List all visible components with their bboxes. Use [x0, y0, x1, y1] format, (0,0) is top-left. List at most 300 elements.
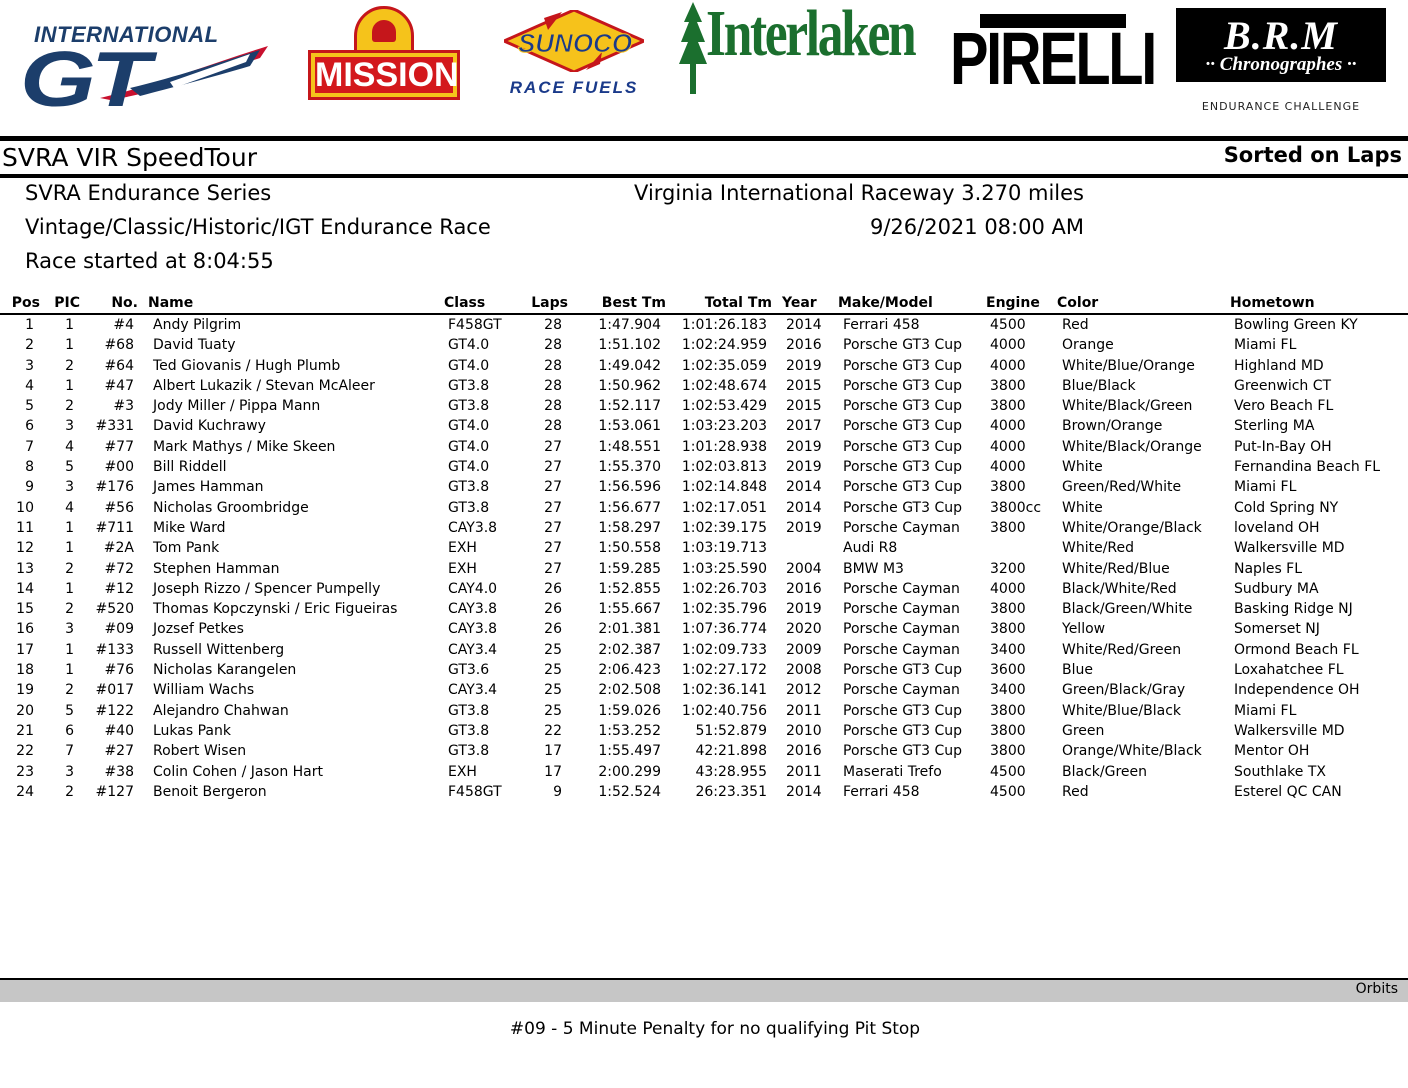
cell-year: 2019 — [786, 438, 822, 455]
cell-total: 1:03:19.713 — [681, 540, 767, 557]
cell-pos: 11 — [16, 519, 34, 536]
col-class: Class — [444, 295, 486, 311]
cell-pos: 12 — [16, 540, 34, 557]
table-row — [0, 477, 1408, 497]
cell-laps: 25 — [544, 662, 562, 679]
cell-no: #76 — [104, 662, 134, 679]
cell-best: 1:52.117 — [598, 398, 661, 415]
cell-cls: GT3.8 — [448, 398, 490, 415]
cell-laps: 28 — [544, 337, 562, 354]
cell-year: 2014 — [786, 499, 822, 516]
cell-total: 43:28.955 — [695, 763, 767, 780]
cell-no: #09 — [104, 621, 134, 638]
cell-year: 2016 — [786, 580, 822, 597]
table-row — [0, 721, 1408, 741]
cell-year: 2020 — [786, 621, 822, 638]
cell-best: 1:52.855 — [598, 580, 661, 597]
cell-home: Loxahatchee FL — [1234, 662, 1344, 679]
cell-color: Brown/Orange — [1062, 418, 1163, 435]
cell-cls: CAY3.8 — [448, 519, 498, 536]
cell-no: #2A — [103, 540, 134, 557]
cell-pos: 19 — [16, 682, 34, 699]
orbits-brand: Orbits — [1355, 981, 1398, 997]
cell-cls: GT3.8 — [448, 377, 490, 394]
cell-year: 2014 — [786, 783, 822, 800]
cell-year: 2009 — [786, 641, 822, 658]
cell-pic: 3 — [65, 479, 74, 496]
cell-home: Esterel QC CAN — [1234, 783, 1342, 800]
sunoco-text: SUNOCO — [517, 28, 633, 58]
cell-best: 1:55.497 — [598, 743, 661, 760]
table-row — [0, 335, 1408, 355]
cell-make: Porsche GT3 Cup — [843, 499, 962, 516]
cell-home: Cold Spring NY — [1234, 499, 1339, 516]
cell-no: #176 — [95, 479, 134, 496]
cell-pic: 2 — [65, 398, 74, 415]
cell-no: #122 — [95, 702, 134, 719]
cell-pic: 1 — [65, 377, 74, 394]
cell-home: Miami FL — [1234, 479, 1297, 496]
igt-main-text: GT — [20, 35, 146, 123]
cell-pos: 20 — [16, 702, 34, 719]
cell-pos: 3 — [25, 357, 34, 374]
cell-pos: 22 — [16, 743, 34, 760]
brm-small-text: ·· Chronographes ·· — [1205, 54, 1357, 75]
cell-color: Blue/Black — [1062, 377, 1136, 394]
cell-color: White/Red/Green — [1062, 641, 1182, 658]
cell-year: 2014 — [786, 479, 822, 496]
cell-make: Porsche GT3 Cup — [843, 337, 962, 354]
cell-year: 2011 — [786, 763, 822, 780]
cell-best: 1:52.524 — [598, 783, 661, 800]
race-fuels-text: RACE FUELS — [509, 78, 639, 97]
cell-best: 1:55.370 — [598, 459, 661, 476]
cell-name: Jody Miller / Pippa Mann — [153, 398, 321, 415]
cell-make: Porsche Cayman — [843, 580, 960, 597]
cell-pic: 2 — [65, 357, 74, 374]
cell-eng: 4000 — [990, 337, 1026, 354]
cell-cls: GT4.0 — [448, 337, 490, 354]
cell-name: Albert Lukazik / Stevan McAleer — [153, 377, 375, 394]
cell-pic: 3 — [65, 763, 74, 780]
table-row — [0, 416, 1408, 436]
cell-make: Porsche GT3 Cup — [843, 438, 962, 455]
track-name: Virginia International Raceway 3.270 miles — [634, 181, 1084, 205]
cell-year: 2012 — [786, 682, 822, 699]
cell-cls: GT3.8 — [448, 722, 490, 739]
table-row — [0, 599, 1408, 619]
cell-home: Vero Beach FL — [1234, 398, 1334, 415]
cell-cls: GT4.0 — [448, 357, 490, 374]
cell-total: 51:52.879 — [695, 722, 767, 739]
cell-total: 1:01:28.938 — [681, 438, 767, 455]
cell-best: 1:56.596 — [598, 479, 661, 496]
cell-pic: 2 — [65, 601, 74, 618]
cell-name: Tom Pank — [153, 540, 220, 557]
cell-color: White/Orange/Black — [1062, 519, 1202, 536]
cell-make: Porsche GT3 Cup — [843, 702, 962, 719]
bell-icon — [372, 20, 396, 42]
cell-cls: CAY3.8 — [448, 621, 498, 638]
table-row — [0, 538, 1408, 558]
mission-logo — [308, 6, 460, 98]
cell-laps: 26 — [544, 621, 562, 638]
cell-pic: 1 — [65, 337, 74, 354]
cell-best: 1:50.558 — [598, 540, 661, 557]
cell-make: Porsche GT3 Cup — [843, 459, 962, 476]
cell-cls: F458GT — [448, 317, 502, 333]
table-row — [0, 437, 1408, 457]
cell-pic: 7 — [65, 743, 74, 760]
cell-pic: 5 — [65, 702, 74, 719]
cell-year: 2016 — [786, 337, 822, 354]
table-row — [0, 518, 1408, 538]
cell-year: 2019 — [786, 459, 822, 476]
cell-year: 2017 — [786, 418, 822, 435]
series-name: SVRA Endurance Series — [25, 181, 272, 205]
cell-make: Porsche GT3 Cup — [843, 398, 962, 415]
race-datetime: 9/26/2021 08:00 AM — [869, 215, 1084, 239]
cell-pic: 2 — [65, 560, 74, 577]
cell-make: BMW M3 — [843, 560, 904, 577]
cell-laps: 26 — [544, 580, 562, 597]
cell-name: Alejandro Chahwan — [153, 702, 289, 719]
cell-best: 1:49.042 — [598, 357, 661, 374]
cell-home: loveland OH — [1234, 519, 1320, 536]
footer-bar — [0, 978, 1408, 1002]
brm-big-text: B.R.M — [1224, 13, 1338, 58]
interlaken-logo — [678, 0, 915, 100]
cell-make: Porsche GT3 Cup — [843, 357, 962, 374]
cell-total: 1:03:23.203 — [681, 418, 767, 435]
cell-best: 1:51.102 — [598, 337, 661, 354]
cell-best: 1:48.551 — [598, 438, 661, 455]
cell-eng: 3800 — [990, 398, 1026, 415]
cell-color: White/Blue/Black — [1062, 702, 1181, 719]
pirelli-text: PIRELLI — [950, 17, 1155, 100]
cell-no: #520 — [95, 601, 134, 618]
brm-logo — [1176, 8, 1386, 118]
cell-total: 1:03:25.590 — [681, 560, 767, 577]
cell-pos: 2 — [25, 337, 34, 354]
cell-no: #72 — [104, 560, 134, 577]
cell-total: 1:02:26.703 — [681, 580, 767, 597]
cell-cls: GT4.0 — [448, 459, 490, 476]
sponsor-logos — [0, 0, 1408, 130]
cell-cls: EXH — [448, 763, 477, 780]
cell-pos: 4 — [25, 377, 34, 394]
cell-color: Black/Green — [1062, 763, 1147, 780]
cell-home: Ormond Beach FL — [1234, 641, 1359, 658]
table-row — [0, 680, 1408, 700]
cell-name: Bill Riddell — [153, 459, 227, 476]
cell-eng: 3800 — [990, 479, 1026, 496]
cell-eng: 3800 — [990, 519, 1026, 536]
cell-make: Audi R8 — [843, 540, 898, 557]
cell-total: 1:02:39.175 — [681, 519, 767, 536]
cell-color: Black/Green/White — [1062, 601, 1193, 618]
endurance-challenge-text: ENDURANCE CHALLENGE — [1201, 100, 1361, 113]
cell-best: 1:47.904 — [598, 317, 661, 333]
cell-total: 1:02:40.756 — [681, 702, 767, 719]
cell-total: 1:02:27.172 — [681, 662, 767, 679]
cell-year: 2019 — [786, 357, 822, 374]
cell-total: 1:02:09.733 — [681, 641, 767, 658]
cell-home: Southlake TX — [1234, 763, 1326, 780]
cell-home: Greenwich CT — [1234, 377, 1332, 394]
cell-eng: 4500 — [990, 783, 1026, 800]
cell-pic: 3 — [65, 621, 74, 638]
cell-no: #3 — [113, 398, 134, 415]
cell-best: 1:56.677 — [598, 499, 661, 516]
cell-make: Porsche GT3 Cup — [843, 662, 962, 679]
race-start-time: Race started at 8:04:55 — [25, 249, 274, 273]
cell-name: Mike Ward — [153, 519, 226, 536]
cell-home: Mentor OH — [1234, 743, 1310, 760]
cell-home: Highland MD — [1234, 357, 1324, 374]
cell-laps: 28 — [544, 357, 562, 374]
cell-total: 1:01:26.183 — [681, 317, 767, 333]
top-rule — [0, 136, 1408, 141]
cell-home: Sterling MA — [1234, 418, 1315, 435]
cell-pos: 16 — [16, 621, 34, 638]
cell-name: Stephen Hamman — [153, 560, 280, 577]
cell-color: White — [1062, 499, 1103, 516]
cell-cls: F458GT — [448, 783, 502, 800]
igt-top-text: INTERNATIONAL — [34, 22, 219, 47]
cell-name: Joseph Rizzo / Spencer Pumpelly — [153, 580, 381, 597]
cell-pos: 8 — [25, 459, 34, 476]
cell-color: White — [1062, 459, 1103, 476]
table-row — [0, 559, 1408, 579]
cell-laps: 28 — [544, 317, 562, 333]
cell-no: #68 — [104, 337, 134, 354]
cell-name: Nicholas Karangelen — [153, 662, 297, 679]
cell-laps: 27 — [544, 438, 562, 455]
cell-eng: 3400 — [990, 682, 1026, 699]
cell-best: 2:06.423 — [598, 662, 661, 679]
mission-text: MISSION — [315, 56, 459, 94]
cell-best: 2:01.381 — [598, 621, 661, 638]
cell-name: Ted Giovanis / Hugh Plumb — [153, 357, 341, 374]
col-year: Year — [782, 295, 817, 311]
cell-cls: CAY3.8 — [448, 601, 498, 618]
cell-make: Maserati Trefo — [843, 763, 942, 780]
cell-color: White/Black/Green — [1062, 398, 1193, 415]
header-rule — [0, 174, 1408, 178]
cell-pic: 1 — [65, 641, 74, 658]
table-row — [0, 762, 1408, 782]
cell-pic: 2 — [65, 682, 74, 699]
cell-cls: EXH — [448, 540, 477, 557]
cell-eng: 4000 — [990, 459, 1026, 476]
penalty-note: #09 - 5 Minute Penalty for no qualifying Pit Stop — [509, 1019, 921, 1039]
cell-no: #27 — [104, 743, 134, 760]
cell-name: James Hamman — [153, 479, 264, 496]
cell-year: 2004 — [786, 560, 822, 577]
cell-make: Ferrari 458 — [843, 783, 920, 800]
cell-laps: 27 — [544, 499, 562, 516]
cell-name: Benoit Bergeron — [153, 783, 267, 800]
table-row — [0, 579, 1408, 599]
col-pic: PIC — [54, 295, 80, 311]
cell-year: 2019 — [786, 519, 822, 536]
cell-cls: GT4.0 — [448, 418, 490, 435]
cell-pic: 1 — [65, 317, 74, 333]
cell-pic: 5 — [65, 459, 74, 476]
cell-eng: 3800 — [990, 702, 1026, 719]
cell-home: Miami FL — [1234, 702, 1297, 719]
cell-name: Mark Mathys / Mike Skeen — [153, 438, 336, 455]
cell-laps: 27 — [544, 519, 562, 536]
cell-no: #77 — [104, 438, 134, 455]
cell-no: #64 — [104, 357, 134, 374]
col-engine: Engine — [986, 295, 1040, 311]
col-make-model: Make/Model — [838, 295, 933, 311]
cell-best: 2:00.299 — [598, 763, 661, 780]
cell-home: Somerset NJ — [1234, 621, 1320, 638]
cell-pos: 15 — [16, 601, 34, 618]
table-row — [0, 640, 1408, 660]
cell-pos: 21 — [16, 722, 34, 739]
cell-eng: 3800 — [990, 377, 1026, 394]
cell-name: David Tuaty — [153, 337, 236, 354]
table-row — [0, 498, 1408, 518]
cell-best: 1:59.026 — [598, 702, 661, 719]
cell-total: 1:02:48.674 — [681, 377, 767, 394]
cell-no: #711 — [95, 519, 134, 536]
cell-cls: GT4.0 — [448, 438, 490, 455]
col-no: No. — [111, 295, 138, 311]
cell-best: 1:53.252 — [598, 722, 661, 739]
cell-laps: 27 — [544, 479, 562, 496]
cell-no: #331 — [95, 418, 134, 435]
cell-make: Ferrari 458 — [843, 317, 920, 333]
cell-pos: 13 — [16, 560, 34, 577]
cell-name: Jozsef Petkes — [153, 621, 244, 638]
cell-no: #4 — [113, 317, 134, 333]
cell-color: Green/Black/Gray — [1062, 682, 1186, 699]
cell-make: Porsche GT3 Cup — [843, 377, 962, 394]
race-name: Vintage/Classic/Historic/IGT Endurance Race — [25, 215, 491, 239]
cell-no: #38 — [104, 763, 134, 780]
cell-pos: 1 — [25, 317, 34, 333]
cell-total: 1:02:17.051 — [681, 499, 767, 516]
cell-total: 26:23.351 — [695, 783, 767, 800]
cell-name: Nicholas Groombridge — [153, 499, 309, 516]
cell-year: 2015 — [786, 398, 822, 415]
cell-make: Porsche Cayman — [843, 682, 960, 699]
cell-laps: 28 — [544, 377, 562, 394]
cell-pos: 5 — [25, 398, 34, 415]
cell-laps: 17 — [544, 763, 562, 780]
cell-eng: 4500 — [990, 763, 1026, 780]
col-hometown: Hometown — [1230, 295, 1315, 311]
cell-pic: 6 — [65, 722, 74, 739]
cell-no: #133 — [95, 641, 134, 658]
cell-eng: 3400 — [990, 641, 1026, 658]
cell-laps: 25 — [544, 702, 562, 719]
cell-color: Orange — [1062, 337, 1114, 354]
cell-eng: 3600 — [990, 662, 1026, 679]
results-table — [0, 293, 1408, 802]
cell-year: 2008 — [786, 662, 822, 679]
cell-color: Red — [1062, 783, 1089, 800]
cell-make: Porsche Cayman — [843, 601, 960, 618]
cell-cls: GT3.8 — [448, 702, 490, 719]
cell-laps: 27 — [544, 540, 562, 557]
cell-pos: 10 — [16, 499, 34, 516]
cell-pos: 6 — [25, 418, 34, 435]
pirelli-logo — [950, 14, 1155, 100]
cell-eng: 4000 — [990, 580, 1026, 597]
cell-no: #47 — [104, 377, 134, 394]
cell-name: Lukas Pank — [153, 722, 231, 739]
cell-best: 2:02.508 — [598, 682, 661, 699]
cell-color: White/Black/Orange — [1062, 438, 1202, 455]
table-row — [0, 741, 1408, 761]
cell-eng: 3800 — [990, 621, 1026, 638]
cell-make: Porsche GT3 Cup — [843, 479, 962, 496]
cell-eng: 3800cc — [990, 499, 1042, 516]
cell-home: Walkersville MD — [1234, 540, 1345, 557]
cell-cls: GT3.6 — [448, 662, 490, 679]
cell-year: 2016 — [786, 743, 822, 760]
cell-home: Miami FL — [1234, 337, 1297, 354]
cell-total: 1:02:03.813 — [681, 459, 767, 476]
cell-total: 1:02:24.959 — [681, 337, 767, 354]
cell-make: Porsche Cayman — [843, 621, 960, 638]
cell-no: #017 — [95, 682, 134, 699]
sort-label: Sorted on Laps — [1223, 143, 1402, 167]
sunoco-logo — [490, 6, 660, 98]
cell-eng: 4000 — [990, 418, 1026, 435]
cell-no: #40 — [104, 722, 134, 739]
cell-eng: 4000 — [990, 357, 1026, 374]
cell-eng: 4000 — [990, 438, 1026, 455]
cell-year: 2014 — [786, 317, 822, 333]
cell-name: Russell Wittenberg — [153, 641, 285, 658]
cell-laps: 28 — [544, 398, 562, 415]
table-row — [0, 376, 1408, 396]
cell-name: Robert Wisen — [153, 743, 247, 760]
cell-year: 2019 — [786, 601, 822, 618]
table-row — [0, 660, 1408, 680]
cell-pic: 1 — [65, 580, 74, 597]
col-laps: Laps — [531, 295, 568, 311]
cell-best: 1:58.297 — [598, 519, 661, 536]
table-row — [0, 356, 1408, 376]
cell-eng: 3200 — [990, 560, 1026, 577]
table-header — [0, 293, 1408, 315]
cell-pic: 2 — [65, 783, 74, 800]
cell-no: #00 — [104, 459, 134, 476]
interlaken-text: Interlaken — [706, 0, 915, 70]
cell-pic: 1 — [65, 662, 74, 679]
cell-pos: 17 — [16, 641, 34, 658]
cell-pic: 1 — [65, 519, 74, 536]
event-title: SVRA VIR SpeedTour — [2, 143, 257, 172]
cell-laps: 28 — [544, 418, 562, 435]
col-pos: Pos — [11, 295, 40, 311]
cell-best: 1:53.061 — [598, 418, 661, 435]
table-row — [0, 457, 1408, 477]
cell-pic: 1 — [65, 540, 74, 557]
cell-year: 2015 — [786, 377, 822, 394]
cell-pic: 4 — [65, 438, 74, 455]
cell-cls: GT3.8 — [448, 479, 490, 496]
cell-name: William Wachs — [153, 682, 255, 699]
